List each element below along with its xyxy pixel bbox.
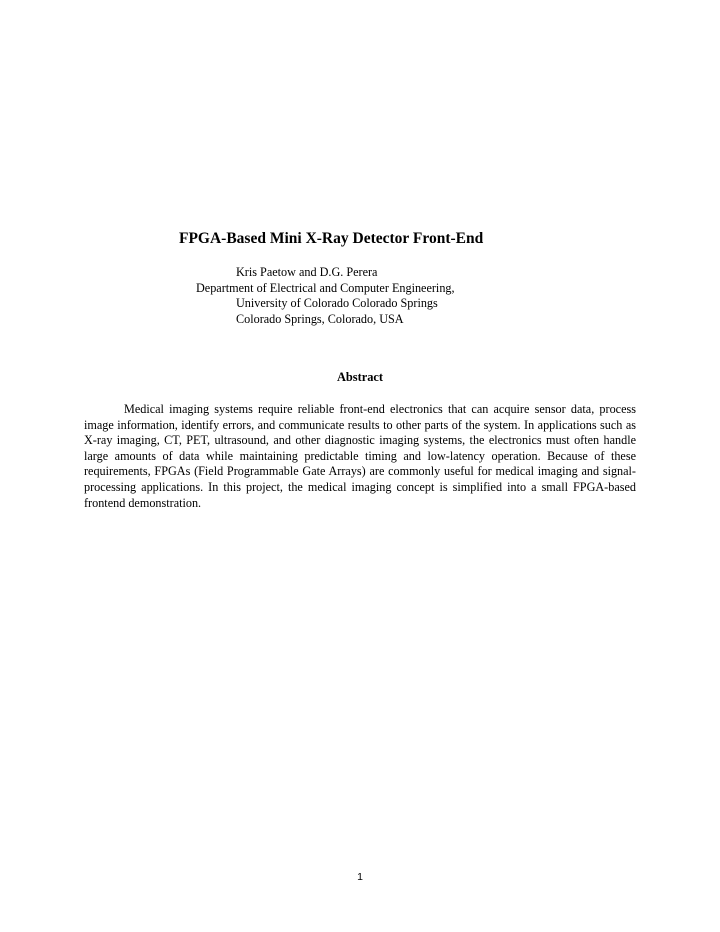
author-names: Kris Paetow and D.G. Perera xyxy=(236,265,378,279)
abstract-heading: Abstract xyxy=(336,370,384,384)
paper-title: FPGA-Based Mini X-Ray Detector Front-End xyxy=(179,230,484,247)
author-location: Colorado Springs, Colorado, USA xyxy=(236,311,404,326)
page-number: 1 xyxy=(357,871,363,883)
author-department: Department of Electrical and Computer Engineering, xyxy=(196,280,455,295)
author-university: University of Colorado Colorado Springs xyxy=(236,296,438,311)
abstract-body: Medical imaging systems require reliable front-end electronics that can acquire sensor data, process image information, identify errors, and communicate results to other parts of the system. In applications such as X-ray imaging, CT, PET, ultrasound, and other diagnostic imaging systems, the electronics must often handle large amounts of data while maintaining predictable timing and low-latency operation. Because of these requirements, FPGAs (Field Programmable Gate Arrays) are commonly useful for medical imaging and signal-processing applications. In this project, the medical imaging concept is simplified into a small FPGA-based frontend demonstration. xyxy=(84,402,636,510)
